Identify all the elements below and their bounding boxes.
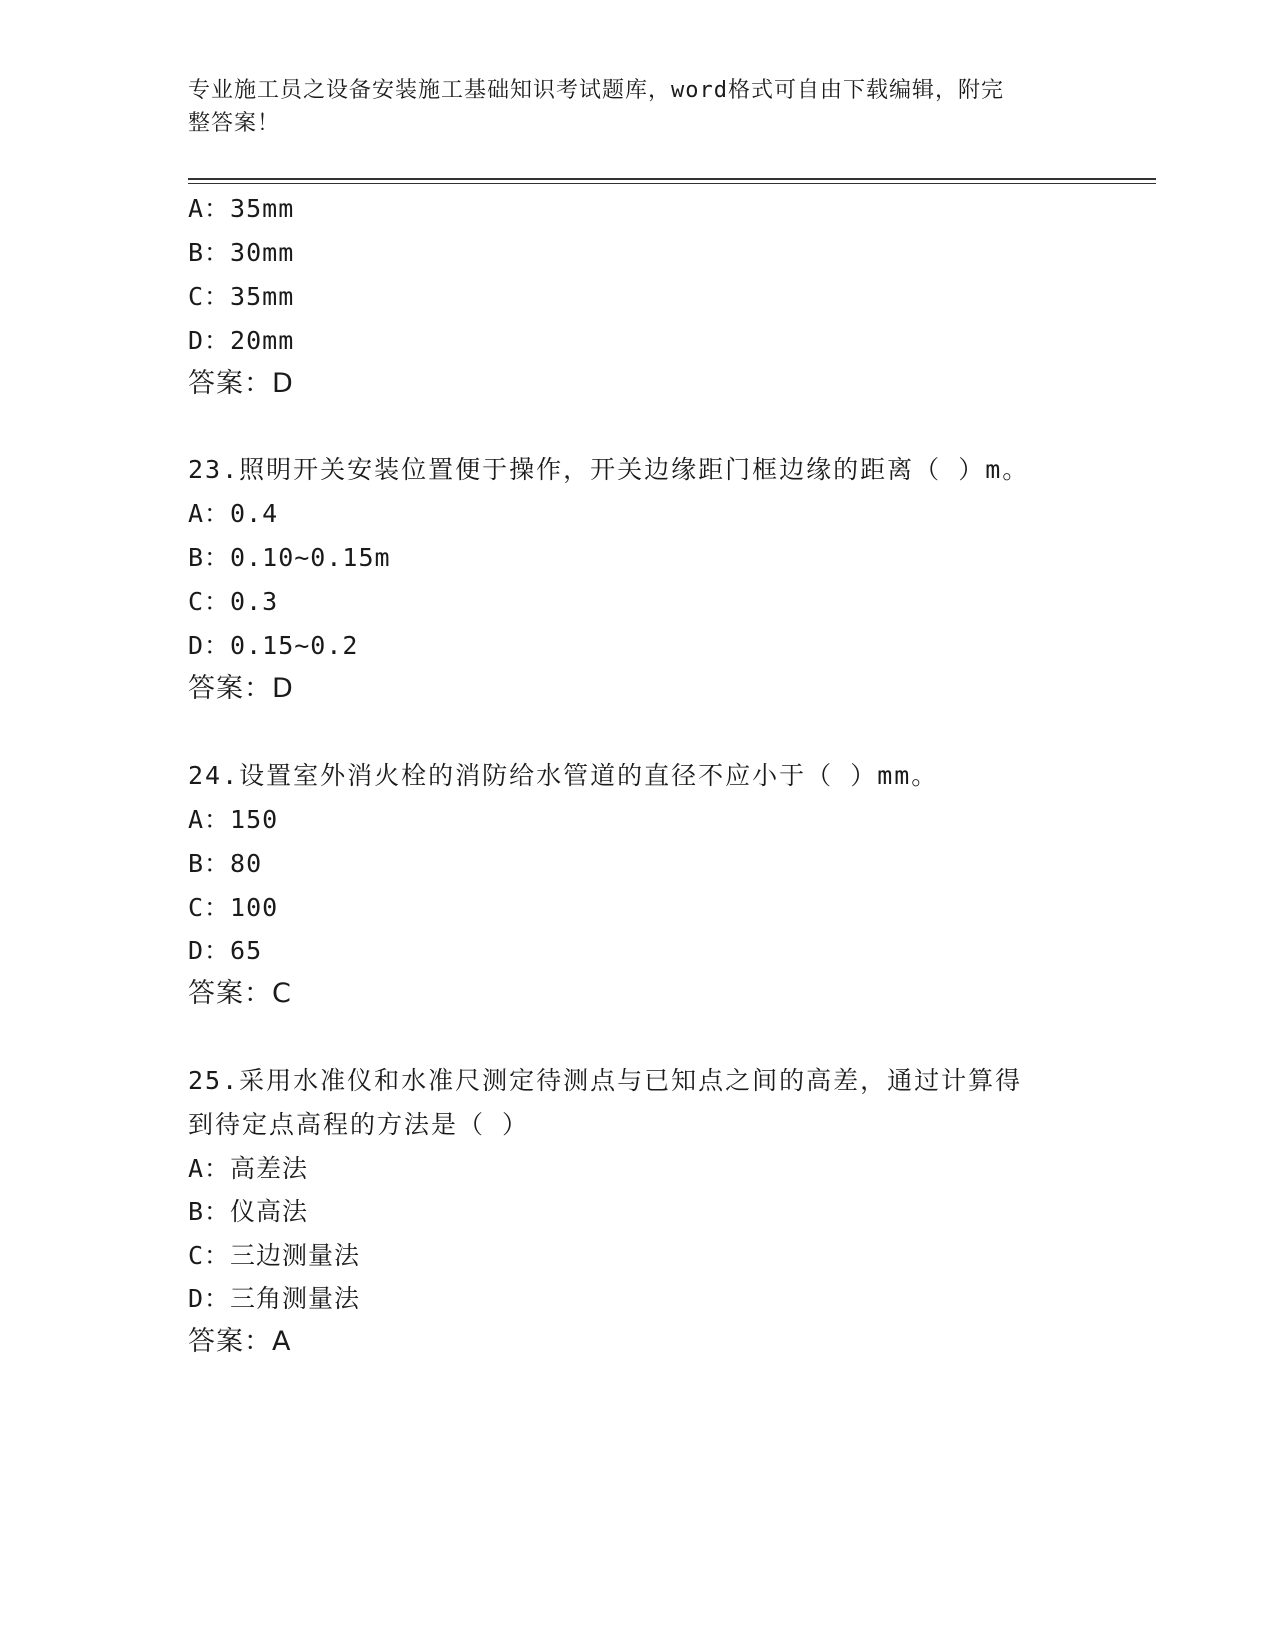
q22-answer: 答案：D [188, 368, 294, 399]
header-title-line-1: 专业施工员之设备安装施工基础知识考试题库，word格式可自由下载编辑，附完 [188, 78, 1004, 103]
q25-question-line-1: 25.采用水准仪和水准尺测定待测点与已知点之间的高差，通过计算得 [188, 1066, 1023, 1095]
q24-answer: 答案：C [188, 978, 292, 1009]
q24-option-c: C：100 [188, 893, 279, 922]
q25-answer: 答案：A [188, 1326, 292, 1357]
q22-option-c: C：35mm [188, 282, 295, 311]
q22-option-b: B：30mm [188, 238, 295, 267]
q22-option-a: A：35mm [188, 194, 295, 223]
header-divider-thick [188, 178, 1156, 180]
q25-option-d: D：三角测量法 [188, 1284, 361, 1313]
header-title-line-2: 整答案！ [188, 111, 281, 136]
q24-option-d: D：65 [188, 936, 263, 965]
q23-option-d: D：0.15~0.2 [188, 631, 359, 660]
q24-option-b: B：80 [188, 849, 263, 878]
document-header [188, 74, 1068, 140]
q25-option-b: B：仪高法 [188, 1197, 309, 1226]
q25-question-line-2: 到待定点高程的方法是（ ） [188, 1110, 530, 1139]
q24-question: 24.设置室外消火栓的消防给水管道的直径不应小于（ ）mm。 [188, 761, 939, 790]
q23-option-b: B：0.10~0.15m [188, 543, 391, 572]
q23-question: 23.照明开关安装位置便于操作，开关边缘距门框边缘的距离（ ）m。 [188, 455, 1030, 484]
q23-option-c: C：0.3 [188, 587, 279, 616]
q23-answer: 答案：D [188, 673, 294, 704]
q23-option-a: A：0.4 [188, 499, 279, 528]
header-divider-thin [188, 183, 1156, 184]
q25-option-c: C：三边测量法 [188, 1241, 361, 1270]
q25-option-a: A：高差法 [188, 1154, 309, 1183]
q22-option-d: D：20mm [188, 326, 295, 355]
q24-option-a: A：150 [188, 805, 279, 834]
